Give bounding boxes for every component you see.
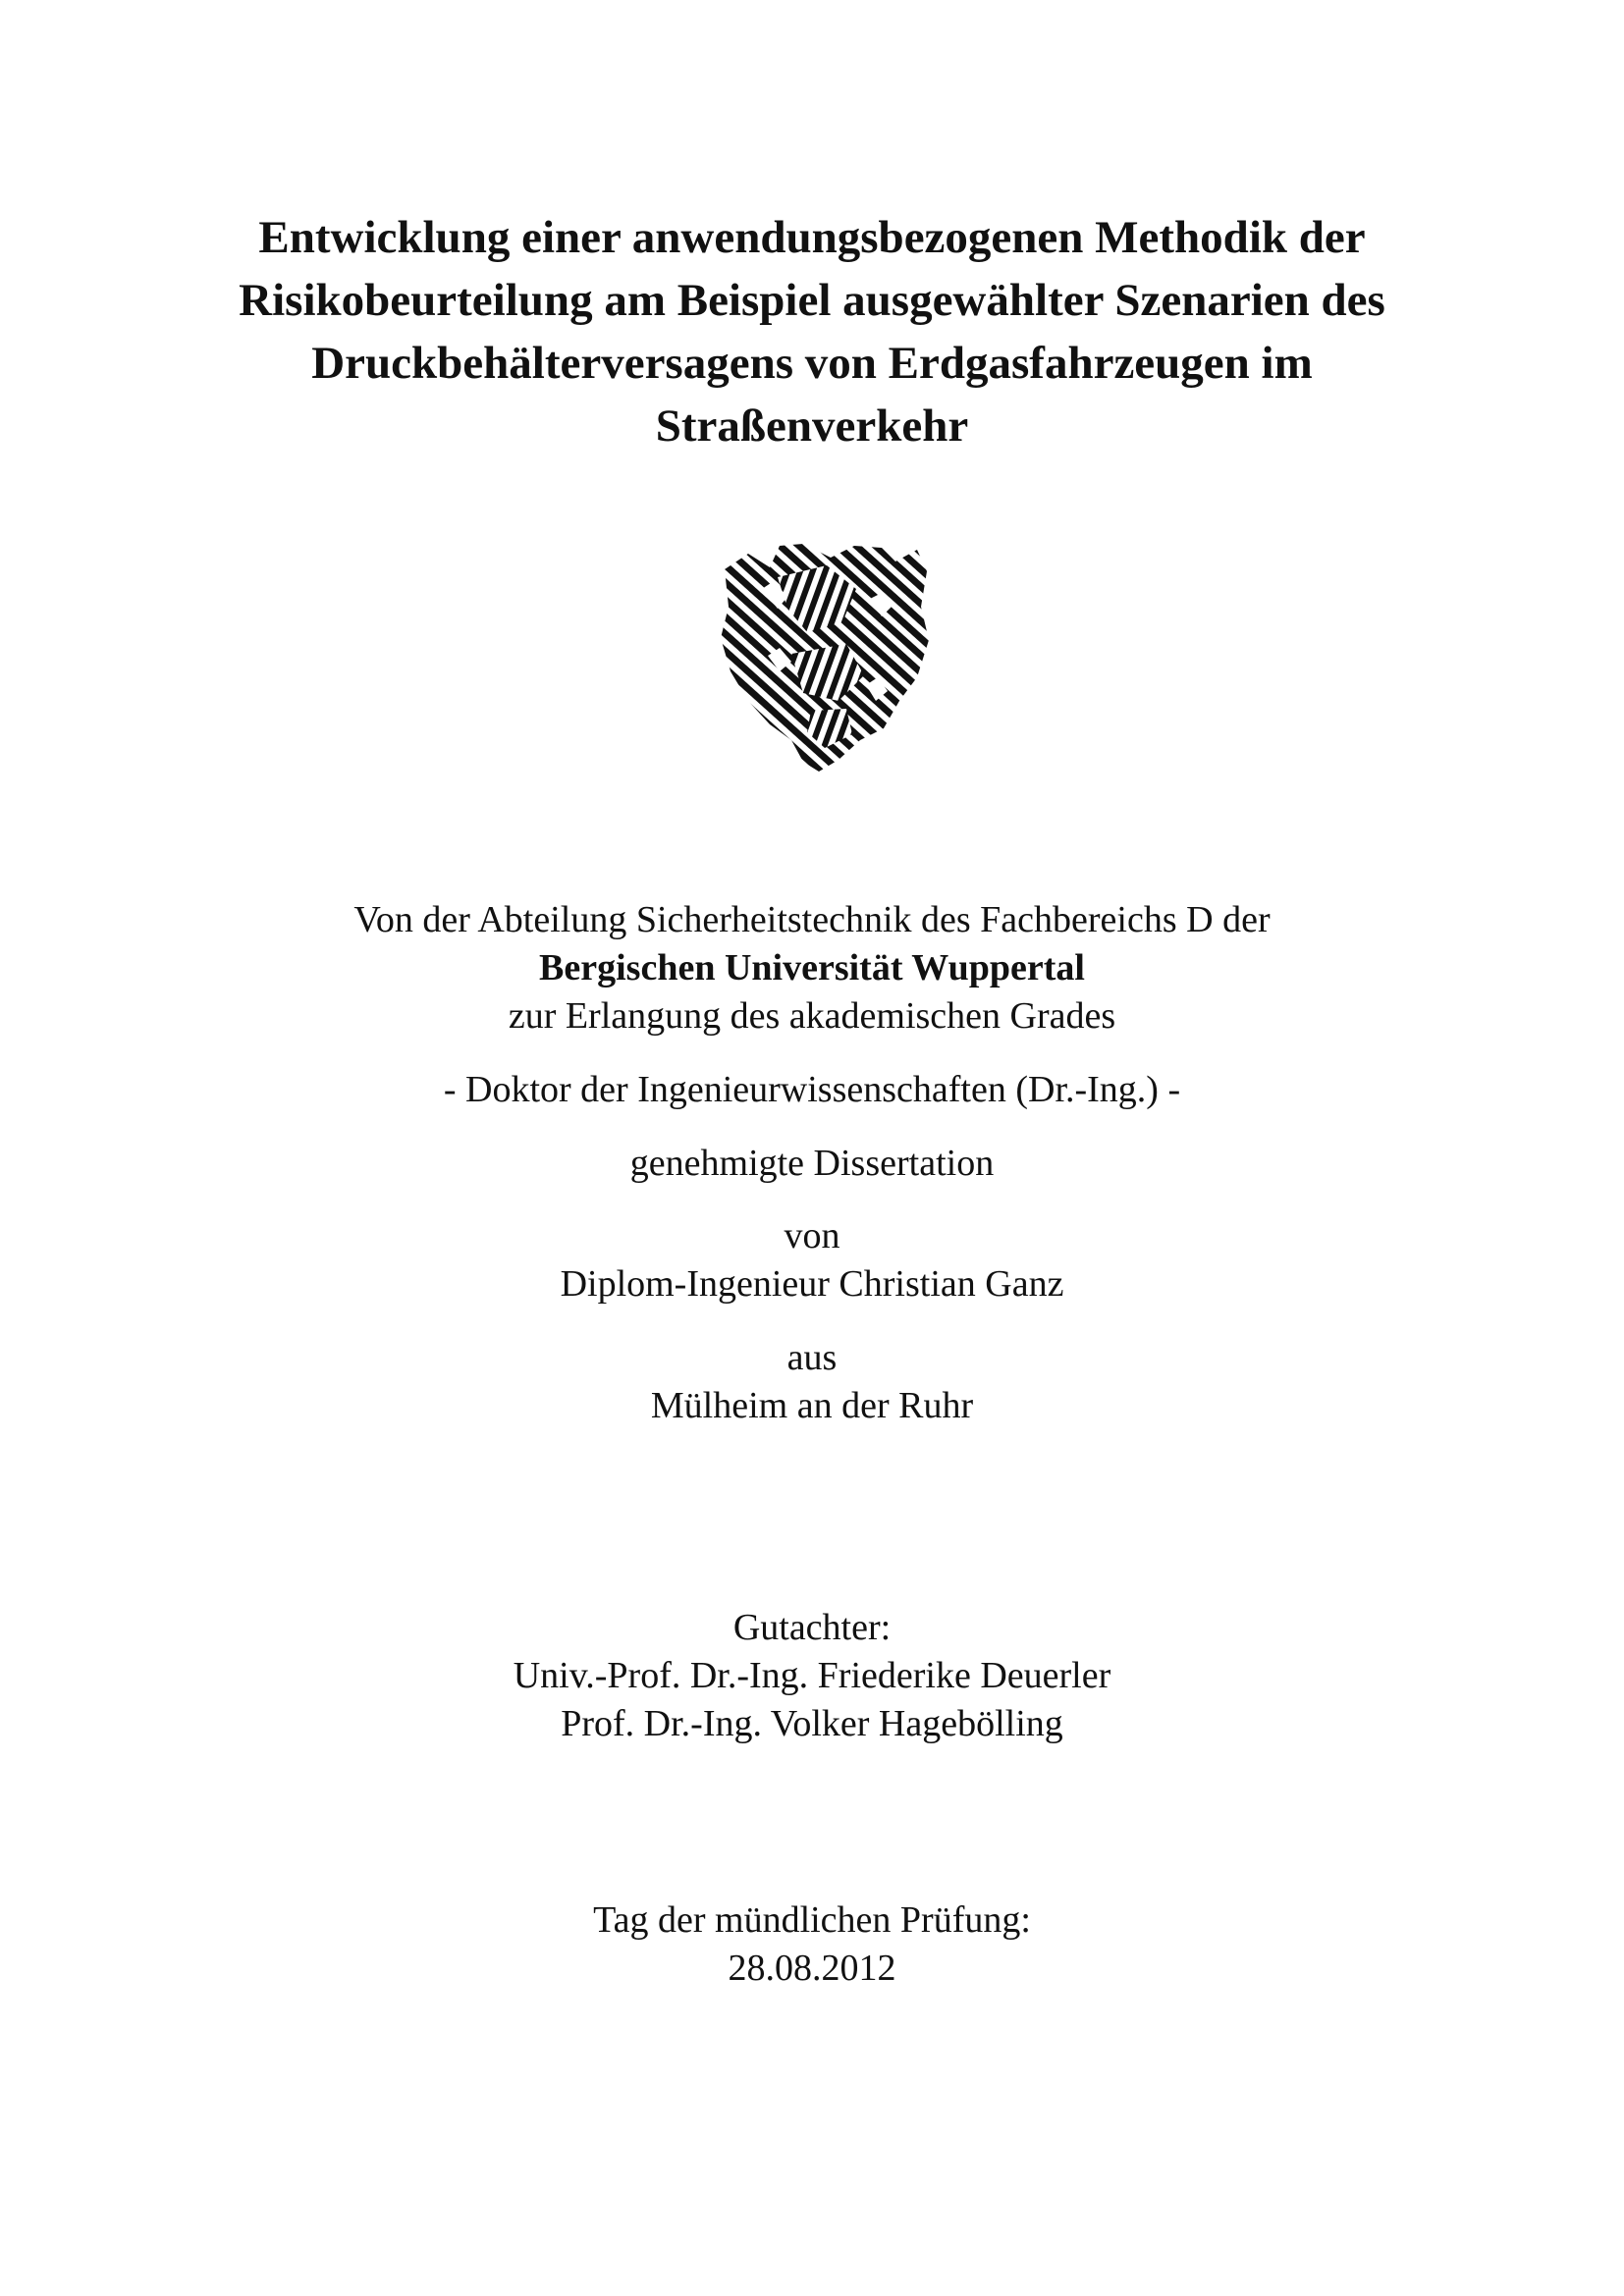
university-lion-crest-icon — [709, 538, 931, 774]
author-name: Diplom-Ingenieur Christian Ganz — [560, 1263, 1064, 1305]
title-line: Druckbehälterversagens von Erdgasfahrzeugen im — [311, 338, 1313, 389]
exam-label: Tag der mündlichen Prüfung: — [593, 1899, 1031, 1941]
reviewer-name: Univ.-Prof. Dr.-Ing. Friederike Deuerler — [513, 1655, 1111, 1696]
degree-line: - Doktor der Ingenieurwissenschaften (Dr.-Ing.) - — [443, 1069, 1181, 1110]
university-name: Bergischen Universität Wuppertal — [539, 947, 1085, 988]
reviewer-name: Prof. Dr.-Ing. Volker Hagebölling — [561, 1703, 1063, 1744]
dissertation-title — [177, 206, 1447, 457]
exam-date: 28.08.2012 — [728, 1948, 896, 1989]
institution-line: Von der Abteilung Sicherheitstechnik des Fachbereichs D der — [353, 899, 1271, 940]
title-line: Straßenverkehr — [655, 400, 969, 452]
title-line: Entwicklung einer anwendungsbezogenen Methodik der — [258, 212, 1366, 263]
degree-purpose-line: zur Erlangung des akademischen Grades — [508, 995, 1116, 1037]
approval-line: genehmigte Dissertation — [629, 1143, 995, 1184]
title-line: Risikobeurteilung am Beispiel ausgewählter Szenarien des — [239, 275, 1385, 326]
author-origin: Mülheim an der Ruhr — [650, 1385, 974, 1426]
origin-prefix: aus — [786, 1337, 838, 1378]
author-prefix: von — [784, 1215, 840, 1256]
reviewers-label: Gutachter: — [732, 1607, 892, 1648]
